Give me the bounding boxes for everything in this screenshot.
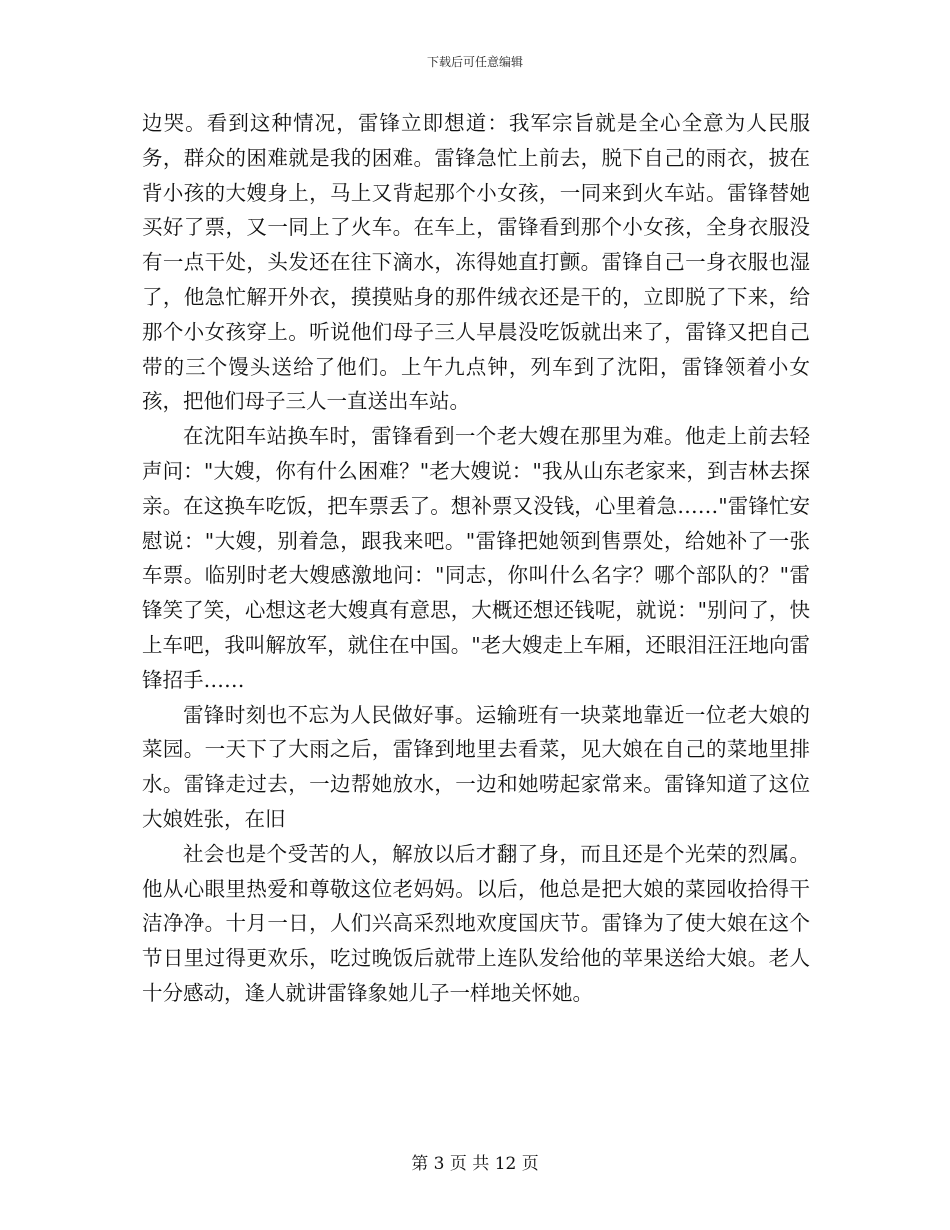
paragraph-vegetable-garden: 雷锋时刻也不忘为人民做好事。运输班有一块菜地靠近一位老大娘的菜园。一天下了大雨之后，雷锋到地里去看菜，见大娘在自己的菜地里排水。雷锋走过去，一边帮她放水，一边和她唠起家常来。雷锋知道了这位大娘姓张，在旧 [142,702,810,831]
paragraph-national-day: 社会也是个受苦的人，解放以后才翻了身，而且还是个光荣的烈属。他从心眼里热爱和尊敬这位老妈妈。以后，他总是把大娘的菜园收拾得干洁净净。十月一日，人们兴高采烈地欢度国庆节。雷锋为了使大娘在这个节日里过得更欢乐，吃过晚饭后就带上连队发给他的苹果送给大娘。老人十分感动，逢人就讲雷锋象她儿子一样地关怀她。 [142,841,810,1005]
page-header-note: 下载后可任意编辑 [426,55,523,69]
document-body [142,106,810,1011]
paragraph-shenyang-station: 在沈阳车站换车时，雷锋看到一个老大嫂在那里为难。他走上前去轻声问："大嫂，你有什么困难？"老大嫂说："我从山东老家来，到吉林去探亲。在这换车吃饭，把车票丢了。想补票又没钱，心里着急……"雷锋忙安慰说："大嫂，别着急，跟我来吧。"雷锋把她领到售票处，给她补了一张车票。临别时老大嫂感激地问："同志，你叫什么名字？哪个部队的？"雷锋笑了笑，心想这老大嫂真有意思，大概还想还钱呢，就说："别问了，快上车吧，我叫解放军，就住在中国。"老大嫂走上车厢，还眼泪汪汪地向雷锋招手…… [142,424,810,692]
page-number: 第 3 页 共 12 页 [411,1154,539,1174]
paragraph-continuation: 边哭。看到这种情况，雷锋立即想道：我军宗旨就是全心全意为人民服务，群众的困难就是我的困难。雷锋急忙上前去，脱下自己的雨衣，披在背小孩的大嫂身上，马上又背起那个小女孩，一同来到火车站。雷锋替她买好了票，又一同上了火车。在车上，雷锋看到那个小女孩，全身衣服没有一点干处，头发还在往下滴水，冻得她直打颤。雷锋自己一身衣服也湿了，他急忙解开外衣，摸摸贴身的那件绒衣还是干的，立即脱了下来，给那个小女孩穿上。听说他们母子三人早晨没吃饭就出来了，雷锋又把自己带的三个馒头送给了他们。上午九点钟，列车到了沈阳，雷锋领着小女孩，把他们母子三人一直送出车站。 [142,111,810,414]
